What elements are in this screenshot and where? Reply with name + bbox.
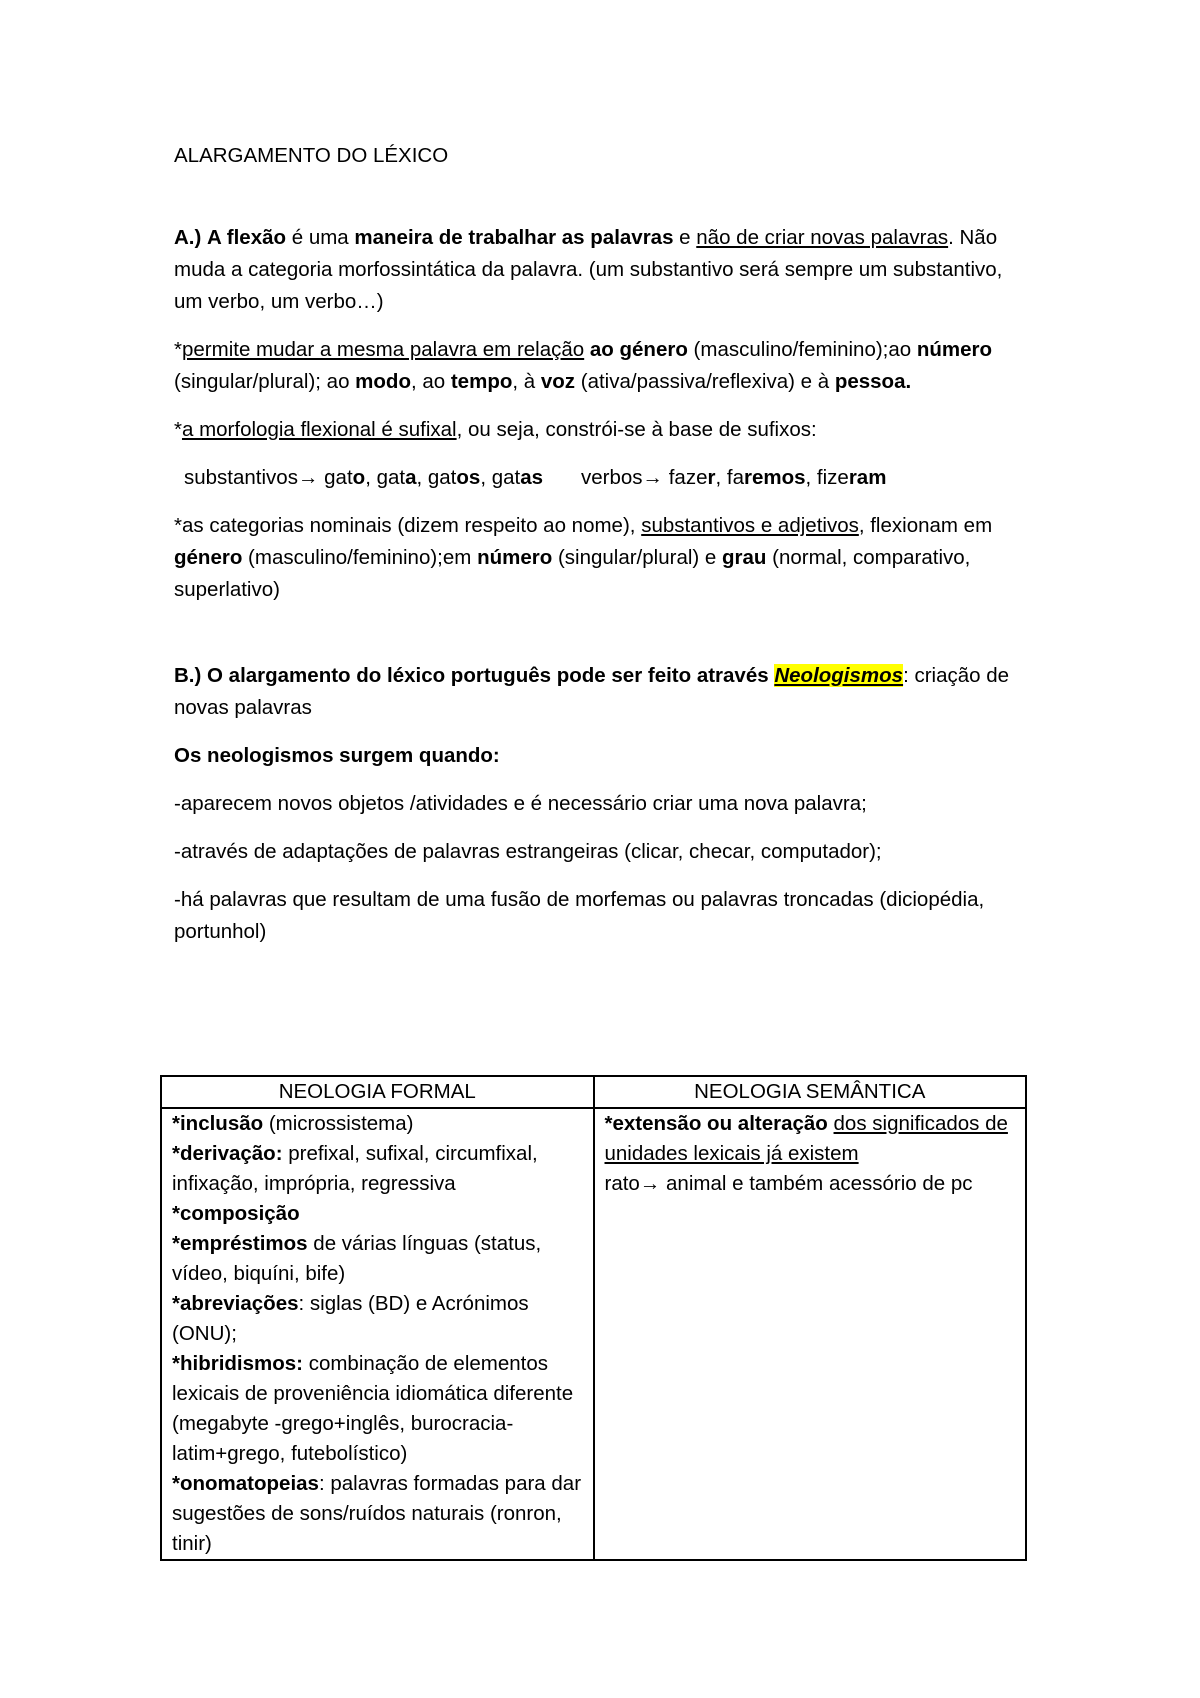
suffix-examples: substantivos→ gato, gata, gatos, gatas verbos→ fazer, faremos, fizeram xyxy=(184,466,887,489)
list-item: -através de adaptações de palavras estrangeiras (clicar, checar, computador); xyxy=(174,840,882,863)
list-item: *onomatopeias: palavras formadas para dar sugestões de sons/ruídos naturais (ronron, tinir) xyxy=(172,1472,582,1555)
document-page xyxy=(174,140,1030,964)
list-item: -aparecem novos objetos /atividades e é necessário criar uma nova palavra; xyxy=(174,792,867,815)
section-a-paragraph: A.) A flexão é uma maneira de trabalhar as palavras e não de criar novas palavras. Não muda a categoria morfossintática da palavra. (um substantivo será sempre um substantivo, um verbo, um verbo…) xyxy=(174,226,1003,313)
list-item: *composição xyxy=(172,1202,300,1225)
list-item: *hibridismos: combinação de elementos lexicais de proveniência idiomática diferente (megabyte -grego+inglês, burocracia-latim+grego, futebolístico) xyxy=(172,1352,574,1465)
page-title: ALARGAMENTO DO LÉXICO xyxy=(174,144,449,167)
table-row xyxy=(161,1108,1026,1560)
bullet-suffixal: *a morfologia flexional é sufixal, ou seja, constrói-se à base de sufixos: xyxy=(174,418,817,441)
neologism-conditions-list xyxy=(174,788,1030,948)
neologia-table xyxy=(160,1075,1027,1561)
neologismos-highlight: Neologismos xyxy=(774,664,904,687)
cell-neologia-semantica xyxy=(594,1108,1027,1560)
list-item: -há palavras que resultam de uma fusão de morfemas ou palavras troncadas (diciopédia, portunhol) xyxy=(174,888,985,943)
table-header-row xyxy=(161,1076,1026,1108)
cell-neologia-formal xyxy=(161,1108,594,1560)
section-b-paragraph: B.) O alargamento do léxico português pode ser feito através Neologismos: criação de novas palavras xyxy=(174,664,1010,719)
bullet-flexion-scope: *permite mudar a mesma palavra em relação ao género (masculino/feminino);ao número (singular/plural); ao modo, ao tempo, à voz (ativa/passiva/reflexiva) e à pessoa. xyxy=(174,338,993,393)
bullet-nominal-categories: *as categorias nominais (dizem respeito ao nome), substantivos e adjetivos, flexionam em género (masculino/feminino);em número (singular/plural) e grau (normal, comparativo, superlativo) xyxy=(174,514,993,601)
list-item: *inclusão (microssistema) xyxy=(172,1112,414,1135)
list-item: rato→ animal e também acessório de pc xyxy=(604,1172,973,1195)
list-item: *extensão ou alteração dos significados de unidades lexicais já existem xyxy=(604,1112,1008,1165)
header-neologia-formal: NEOLOGIA FORMAL xyxy=(161,1076,594,1108)
header-neologia-semantica: NEOLOGIA SEMÂNTICA xyxy=(594,1076,1027,1108)
list-item: *derivação: prefixal, sufixal, circumfixal, infixação, imprópria, regressiva xyxy=(172,1142,538,1195)
section-a-label: A.) xyxy=(174,226,202,249)
section-b-subheading: Os neologismos surgem quando: xyxy=(174,744,500,767)
list-item: *empréstimos de várias línguas (status, vídeo, biquíni, bife) xyxy=(172,1232,542,1285)
list-item: *abreviações: siglas (BD) e Acrónimos (ONU); xyxy=(172,1292,529,1345)
